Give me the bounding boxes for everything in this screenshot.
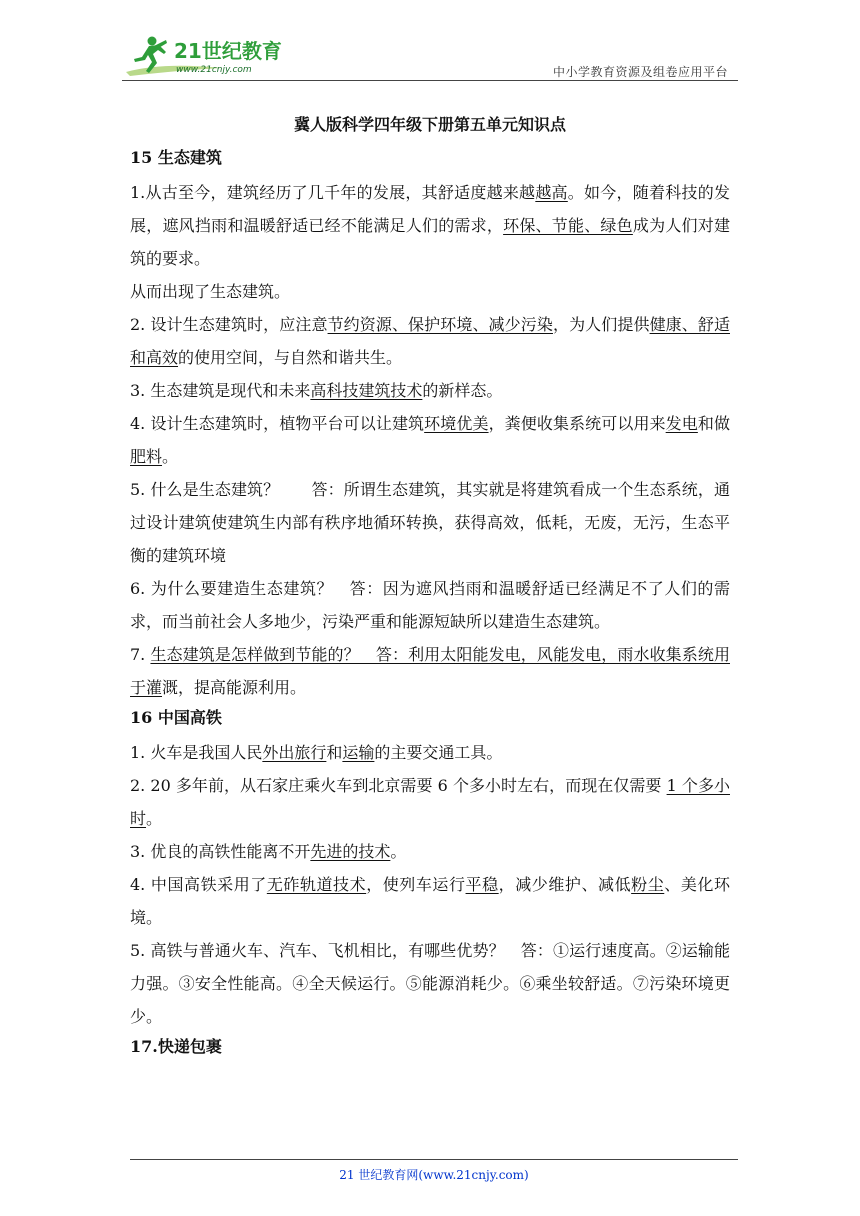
knowledge-point	[130, 176, 730, 275]
underlined-key-term: 发电	[665, 414, 698, 433]
underlined-key-term: 1 个多小时	[130, 776, 730, 828]
underlined-key-term: 粉尘	[631, 875, 665, 894]
knowledge-point	[130, 934, 730, 1033]
text-segment: 1. 火车是我国人民	[130, 743, 263, 762]
text-segment: ，使列车运行	[366, 875, 466, 894]
text-segment: 2. 20 多年前，从石家庄乘火车到北京需要 6 个多小时左右，而现在仅需要	[130, 776, 667, 795]
underlined-key-term: 节约资源、保护环境、减少污染	[327, 315, 553, 334]
text-segment: 7.	[130, 645, 151, 664]
header-divider	[122, 80, 738, 81]
text-segment: ，减少维护、减低	[498, 875, 632, 894]
knowledge-point	[130, 835, 730, 868]
underlined-key-term: 健康、舒适和高效	[130, 315, 730, 367]
document-title: 冀人版科学四年级下册第五单元知识点	[293, 115, 566, 134]
knowledge-point	[130, 308, 730, 374]
footer-divider	[130, 1159, 738, 1160]
underlined-key-term: 无砟轨道技术	[266, 875, 367, 894]
runner-logo-icon	[122, 32, 292, 78]
text-segment: 。如今，随着科技的发展，遮风挡雨和温暖舒适已经不能满足人们的需求，	[130, 183, 730, 235]
text-segment: 从而出现了生态建筑。	[130, 282, 291, 301]
knowledge-point	[130, 736, 730, 769]
text-segment: 1.从古至今，建筑经历了几千年的发展，其舒适度越来越	[130, 183, 536, 202]
text-segment: 。	[162, 447, 179, 466]
underlined-key-term: 肥料	[130, 447, 163, 466]
underlined-key-term: 高科技建筑技术	[310, 381, 423, 400]
text-segment: 溉，提高能源利用。	[162, 678, 307, 697]
text-segment: 和	[326, 743, 343, 762]
text-segment: 5. 什么是生态建筑？ 答：所谓生态建筑，其实就是将建筑看成一个生态系统，通过设计建筑使建筑生内部有秩序地循环转换，获得高效，低耗，无废，无污，生态平衡的建筑环境	[130, 480, 730, 565]
text-segment: 、美化环境。	[130, 875, 730, 927]
text-segment: 成为人们对建筑的要求。	[130, 216, 730, 268]
logo-text: 21世纪教育	[174, 39, 282, 63]
knowledge-point	[130, 473, 730, 572]
text-segment: ，为人们提供	[552, 315, 650, 334]
site-logo[interactable]	[122, 32, 292, 78]
text-segment: 。	[146, 809, 163, 828]
knowledge-point	[130, 374, 730, 407]
document-body	[130, 100, 730, 1065]
underlined-key-term: 越高	[535, 183, 568, 202]
underlined-key-term: 外出旅行	[262, 743, 327, 762]
underlined-key-term: 生态建筑是怎样做到节能的？ 答：利用太阳能发电，风能发电，雨水收集系统用于灌	[130, 645, 730, 697]
text-segment: 2. 设计生态建筑时，应注意	[130, 315, 328, 334]
knowledge-point	[130, 407, 730, 473]
text-segment: 的主要交通工具。	[374, 743, 503, 762]
underlined-key-term: 环境优美	[424, 414, 489, 433]
page-header	[122, 28, 738, 80]
text-segment: 5. 高铁与普通火车、汽车、飞机相比，有哪些优势？ 答：①运行速度高。②运输能力强。③安全性能高。④全天候运行。⑤能源消耗少。⑥乘坐较舒适。⑦污染环境更少。	[130, 941, 730, 1026]
text-segment: ，粪便收集系统可以用来	[488, 414, 666, 433]
section-heading: 16 中国高铁	[130, 708, 222, 727]
text-segment: 4. 中国高铁采用了	[130, 875, 267, 894]
text-segment: 。	[390, 842, 407, 861]
text-segment: 3. 生态建筑是现代和未来	[130, 381, 311, 400]
knowledge-point	[130, 769, 730, 835]
section-heading: 17.快递包裹	[130, 1037, 222, 1056]
underlined-key-term: 先进的技术	[310, 842, 391, 861]
text-segment: 的新样态。	[422, 381, 503, 400]
underlined-key-term: 运输	[342, 743, 375, 762]
underlined-key-term: 环保、节能、绿色	[503, 216, 633, 235]
text-segment: 6. 为什么要建造生态建筑？ 答：因为遮风挡雨和温暖舒适已经满足不了人们的需求，而当前社会人多地少，污染严重和能源短缺所以建造生态建筑。	[130, 579, 730, 631]
knowledge-point	[130, 868, 730, 934]
sections-container	[130, 146, 730, 1059]
logo-url: www.21cnjy.com	[176, 65, 252, 75]
underlined-key-term: 平稳	[465, 875, 499, 894]
text-segment: 3. 优良的高铁性能离不开	[130, 842, 311, 861]
text-segment: 的使用空间，与自然和谐共生。	[178, 348, 403, 367]
text-segment: 和做	[697, 414, 730, 433]
knowledge-point	[130, 638, 730, 704]
platform-tagline: 中小学教育资源及组卷应用平台	[552, 65, 728, 79]
section-heading: 15 生态建筑	[130, 148, 222, 167]
text-segment: 4. 设计生态建筑时，植物平台可以让建筑	[130, 414, 425, 433]
knowledge-point	[130, 572, 730, 638]
knowledge-point	[130, 275, 730, 308]
page-footer[interactable]: 21 世纪教育网(www.21cnjy.com)	[339, 1168, 529, 1182]
